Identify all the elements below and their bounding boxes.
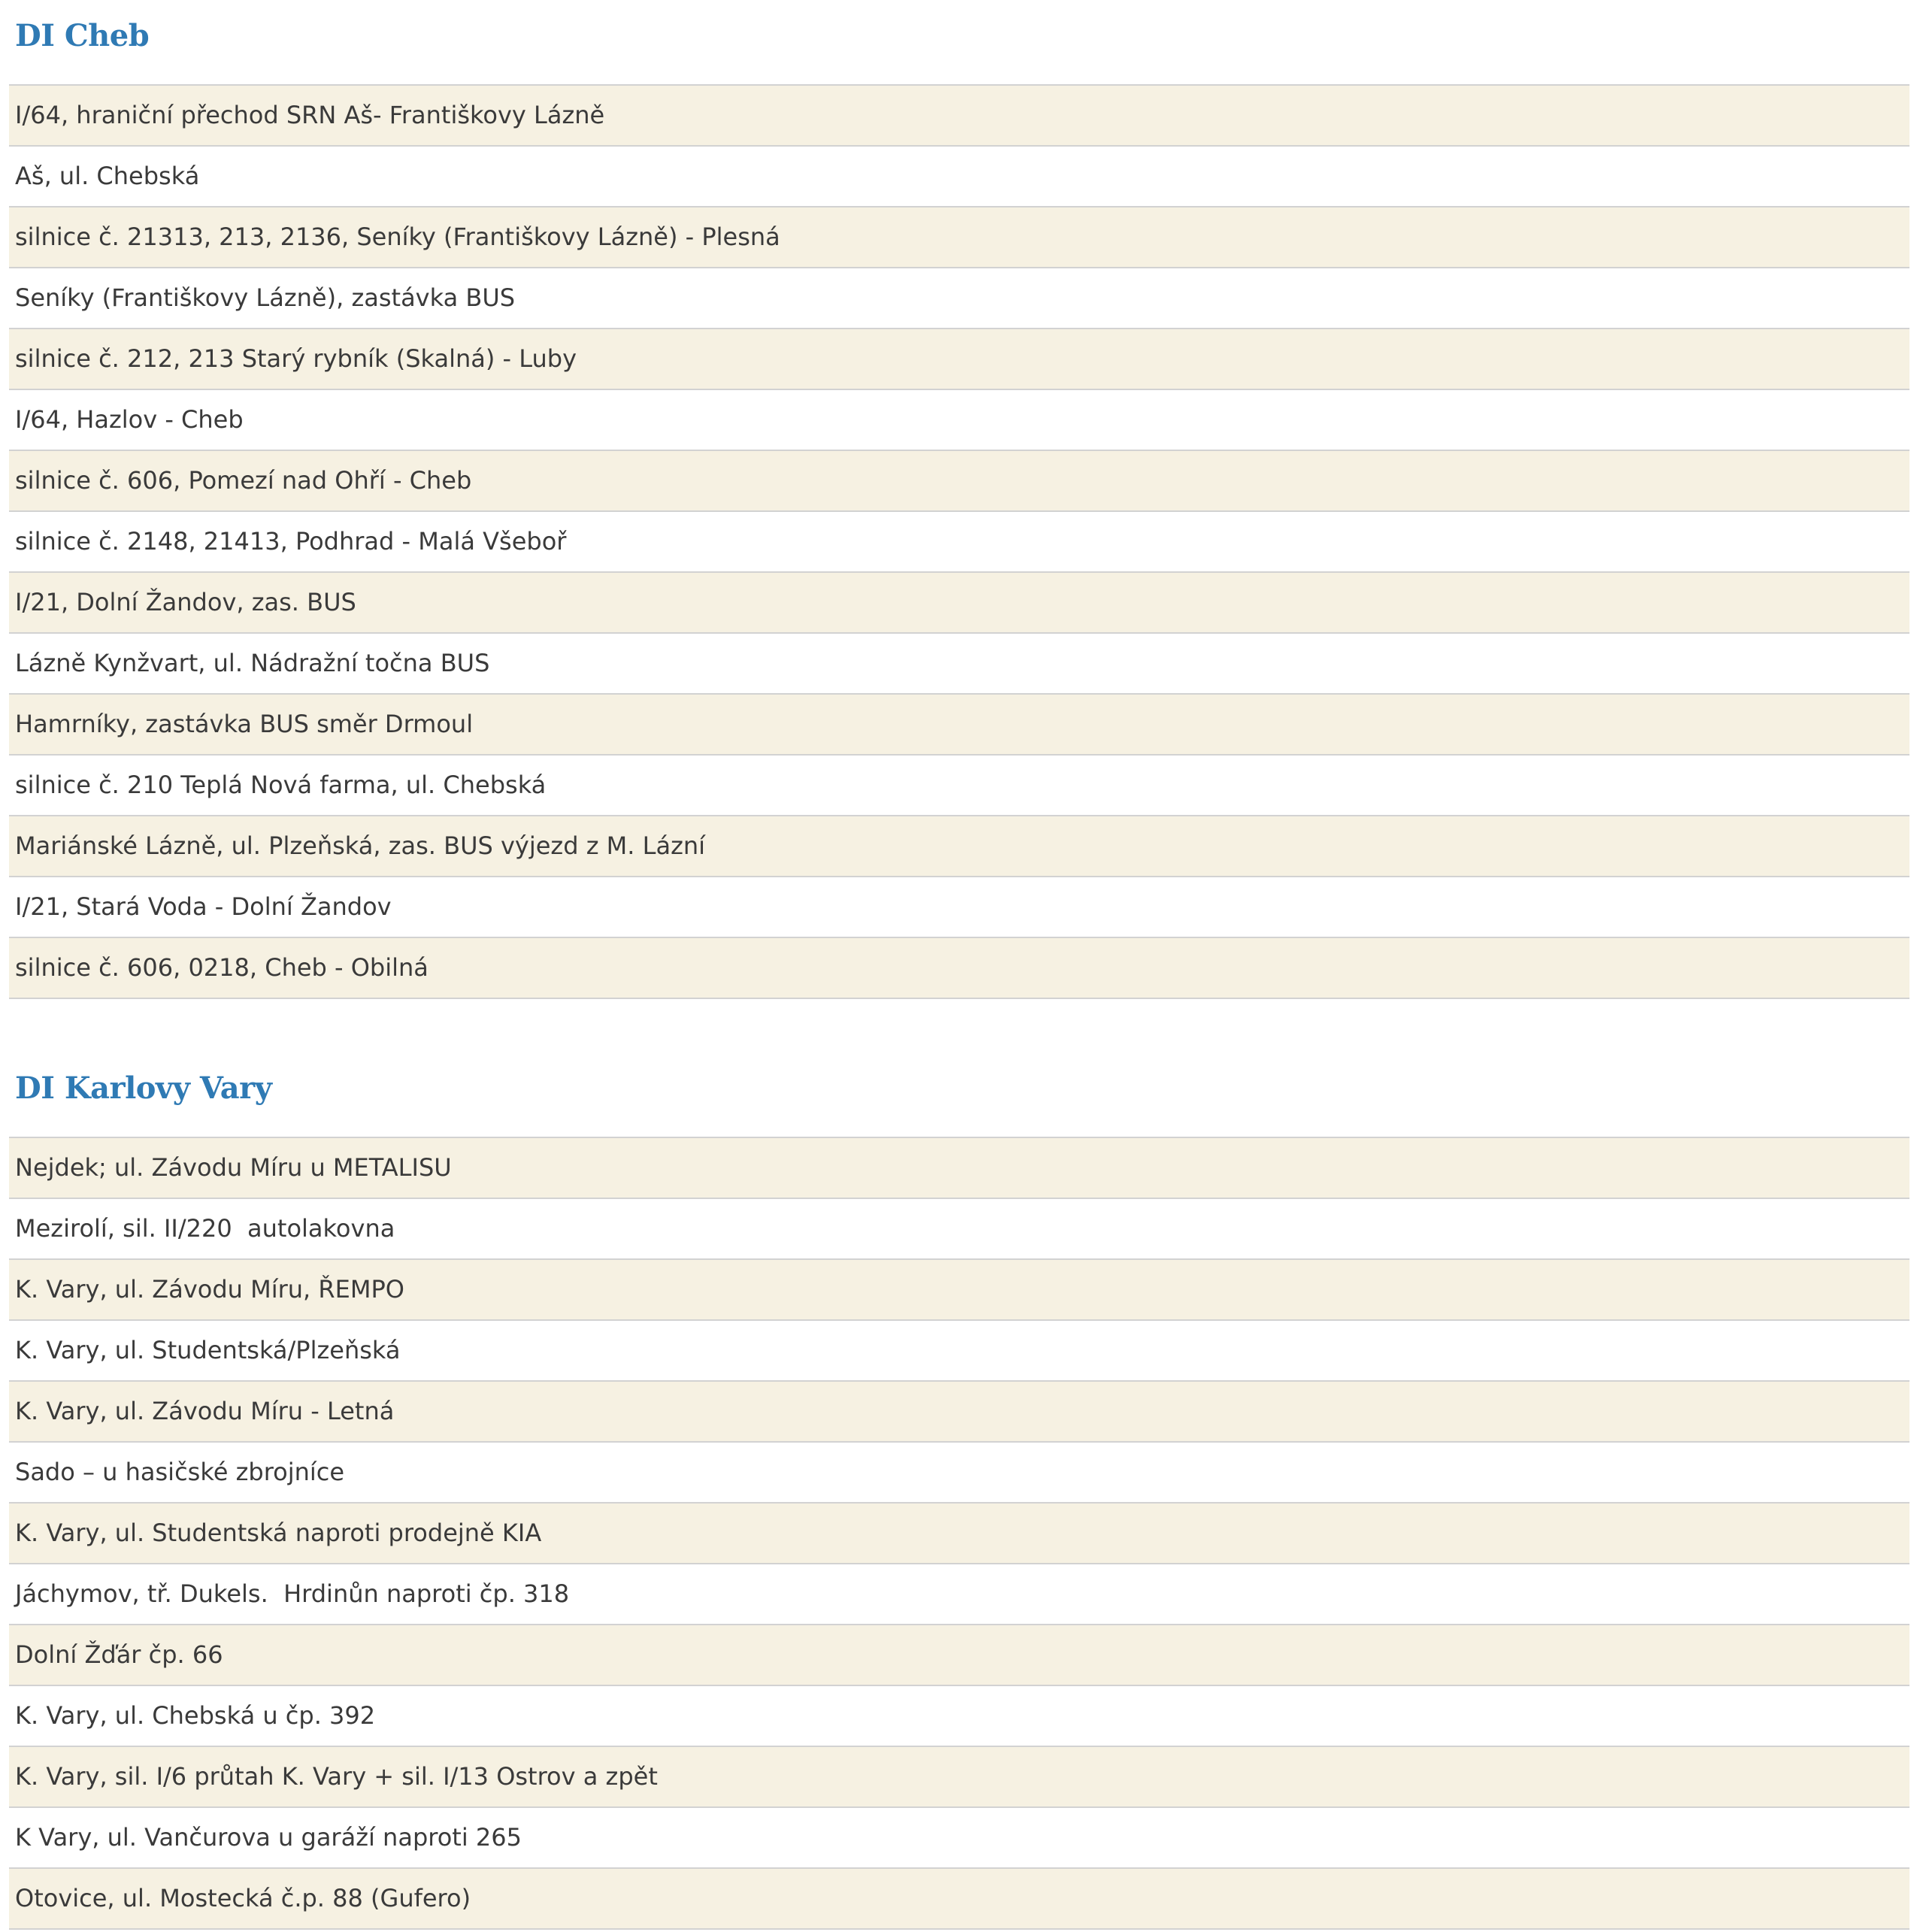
list-item: silnice č. 212, 213 Starý rybník (Skalná) - Luby bbox=[9, 329, 1909, 390]
list-item: K. Vary, ul. Chebská u čp. 392 bbox=[9, 1686, 1909, 1747]
list-item: Mariánské Lázně, ul. Plzeňská, zas. BUS výjezd z M. Lázní bbox=[9, 816, 1909, 877]
list-item: K. Vary, ul. Studentská naproti prodejně KIA bbox=[9, 1504, 1909, 1564]
list-item: Jáchymov, tř. Dukels. Hrdinůn naproti čp. 318 bbox=[9, 1564, 1909, 1625]
list-item: K Vary, ul. Vančurova u garáží naproti 265 bbox=[9, 1808, 1909, 1869]
section-di-karlovy-vary bbox=[9, 1052, 1909, 1930]
section-di-cheb bbox=[9, 0, 1909, 999]
list-item: Nejdek; ul. Závodu Míru u METALISU bbox=[9, 1138, 1909, 1199]
list-item: silnice č. 606, Pomezí nad Ohří - Cheb bbox=[9, 451, 1909, 512]
list-item: I/64, Hazlov - Cheb bbox=[9, 390, 1909, 451]
list-item: K. Vary, ul. Závodu Míru - Letná bbox=[9, 1382, 1909, 1443]
section-title: DI Cheb bbox=[15, 18, 150, 53]
location-list bbox=[9, 84, 1909, 999]
list-item: Otovice, ul. Mostecká č.p. 88 (Gufero) bbox=[9, 1869, 1909, 1930]
list-item: K. Vary, ul. Závodu Míru, ŘEMPO bbox=[9, 1260, 1909, 1321]
list-item: K. Vary, sil. I/6 průtah K. Vary + sil. I/13 Ostrov a zpět bbox=[9, 1747, 1909, 1808]
list-item: Seníky (Františkovy Lázně), zastávka BUS bbox=[9, 268, 1909, 329]
list-item: I/21, Dolní Žandov, zas. BUS bbox=[9, 573, 1909, 634]
location-list bbox=[9, 1137, 1909, 1930]
list-item: Lázně Kynžvart, ul. Nádražní točna BUS bbox=[9, 634, 1909, 695]
list-item: I/21, Stará Voda - Dolní Žandov bbox=[9, 877, 1909, 938]
list-item: I/64, hraniční přechod SRN Aš- Františkovy Lázně bbox=[9, 86, 1909, 147]
list-item: Aš, ul. Chebská bbox=[9, 147, 1909, 207]
list-item: silnice č. 21313, 213, 2136, Seníky (Františkovy Lázně) - Plesná bbox=[9, 207, 1909, 268]
list-item: Mezirolí, sil. II/220 autolakovna bbox=[9, 1199, 1909, 1260]
list-item: silnice č. 2148, 21413, Podhrad - Malá Všeboř bbox=[9, 512, 1909, 573]
list-item: Dolní Žďár čp. 66 bbox=[9, 1625, 1909, 1686]
list-item: silnice č. 606, 0218, Cheb - Obilná bbox=[9, 938, 1909, 999]
list-item: K. Vary, ul. Studentská/Plzeňská bbox=[9, 1321, 1909, 1382]
list-item: Sado – u hasičské zbrojníce bbox=[9, 1443, 1909, 1504]
list-item: Hamrníky, zastávka BUS směr Drmoul bbox=[9, 695, 1909, 756]
section-title: DI Karlovy Vary bbox=[15, 1070, 272, 1106]
list-item: silnice č. 210 Teplá Nová farma, ul. Chebská bbox=[9, 756, 1909, 816]
